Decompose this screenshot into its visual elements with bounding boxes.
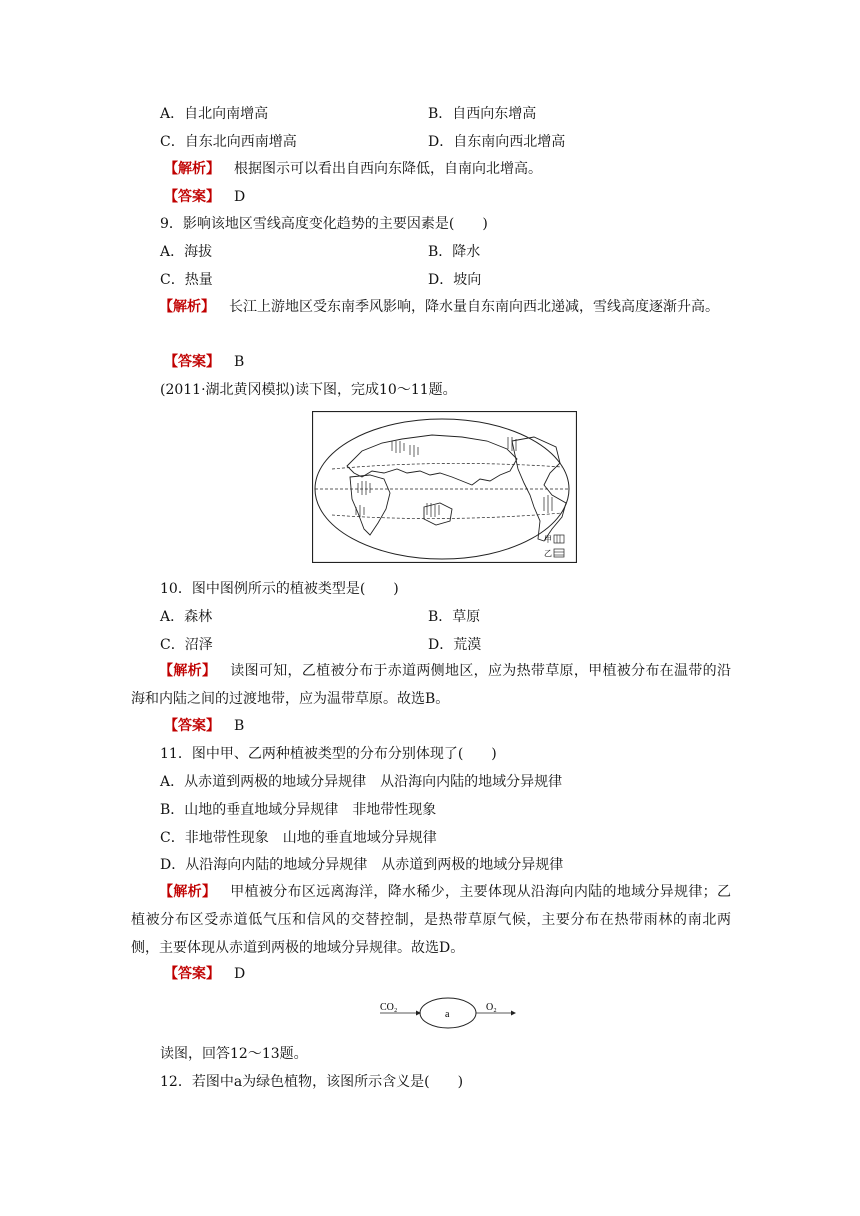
analysis-text: 甲植被分布区远离海洋，降水稀少，主要体现从沿海向内陆的地域分异规律；乙植被分布区受赤道低气压和信风的交替控制，是热带草原气候，主要分布在热带雨林的南北两侧，主要体现从赤道到两极的地域分异规律。故选D。	[131, 884, 732, 956]
legend-jia-label: 甲	[544, 535, 552, 544]
q10-option-c: C．沼泽	[160, 637, 213, 653]
q9-option-b: B．降水	[428, 244, 481, 260]
q8-option-c: C．自东北向西南增高	[160, 134, 297, 150]
answer-tag: 【答案】	[164, 966, 220, 982]
q10-option-a: A．森林	[160, 609, 213, 625]
q9-answer	[164, 352, 244, 372]
q11-answer	[164, 964, 245, 984]
q10-stem: 10．图中图例所示的植被类型是( )	[160, 581, 399, 597]
analysis-text: 读图可知，乙植被分布于赤道两侧地区，应为热带草原，甲植被分布在温带的沿海和内陆之间的过渡地带，应为温带草原。故选B。	[131, 663, 732, 707]
q12-stem: 12．若图中a为绿色植物，该图所示含义是( )	[160, 1074, 464, 1090]
answer-text: B	[234, 354, 245, 370]
intro-10-11: (2011·湖北黄冈模拟)读下图，完成10～11题。	[160, 382, 457, 398]
q9-stem: 9．影响该地区雪线高度变化趋势的主要因素是( )	[160, 216, 488, 232]
q8-option-b: B．自西向东增高	[428, 106, 537, 122]
analysis-text: 长江上游地区受东南季风影响，降水量自东南向西北递减，雪线高度逐渐升高。	[229, 299, 719, 315]
analysis-text: 根据图示可以看出自西向东降低，自南向北增高。	[234, 161, 542, 177]
answer-tag: 【答案】	[164, 718, 220, 734]
q9-analysis	[131, 293, 731, 321]
answer-text: D	[234, 966, 246, 982]
q8-option-d: D．自东南向西北增高	[428, 134, 566, 150]
q11-option-b: B．山地的垂直地域分异规律 非地带性现象	[160, 802, 437, 818]
analysis-tag: 【解析】	[159, 663, 217, 679]
answer-text: B	[234, 718, 245, 734]
world-vegetation-map	[312, 411, 577, 563]
q11-stem: 11．图中甲、乙两种植被类型的分布分别体现了( )	[160, 746, 497, 762]
q8-option-a: A．自北向南增高	[160, 106, 269, 122]
q10-analysis	[131, 657, 731, 713]
answer-tag: 【答案】	[164, 189, 220, 205]
q8-answer	[164, 187, 245, 207]
intro-12-13: 读图，回答12～13题。	[160, 1046, 308, 1062]
q11-analysis	[131, 878, 731, 962]
analysis-tag: 【解析】	[159, 299, 215, 315]
q10-answer	[164, 716, 244, 736]
q10-option-b: B．草原	[428, 609, 481, 625]
answer-tag: 【答案】	[164, 354, 220, 370]
center-label: a	[445, 1009, 450, 1020]
q11-option-d: D．从沿海向内陆的地域分异规律 从赤道到两极的地域分异规律	[160, 857, 564, 873]
legend-yi-label: 乙	[544, 549, 552, 558]
photosynthesis-diagram	[378, 994, 518, 1030]
q9-option-a: A．海拔	[160, 244, 213, 260]
q11-option-a: A．从赤道到两极的地域分异规律 从沿海向内陆的地域分异规律	[160, 774, 563, 790]
output-label: O₂	[486, 1002, 497, 1013]
output-arrowhead	[511, 1011, 516, 1016]
analysis-tag: 【解析】	[164, 161, 220, 177]
input-label: CO₂	[380, 1002, 398, 1013]
q8-analysis	[164, 159, 542, 179]
answer-text: D	[234, 189, 246, 205]
q11-option-c: C．非地带性现象 山地的垂直地域分异规律	[160, 830, 437, 846]
q10-option-d: D．荒漠	[428, 637, 482, 653]
q9-option-d: D．坡向	[428, 272, 482, 288]
q9-option-c: C．热量	[160, 272, 213, 288]
analysis-tag: 【解析】	[159, 884, 217, 900]
